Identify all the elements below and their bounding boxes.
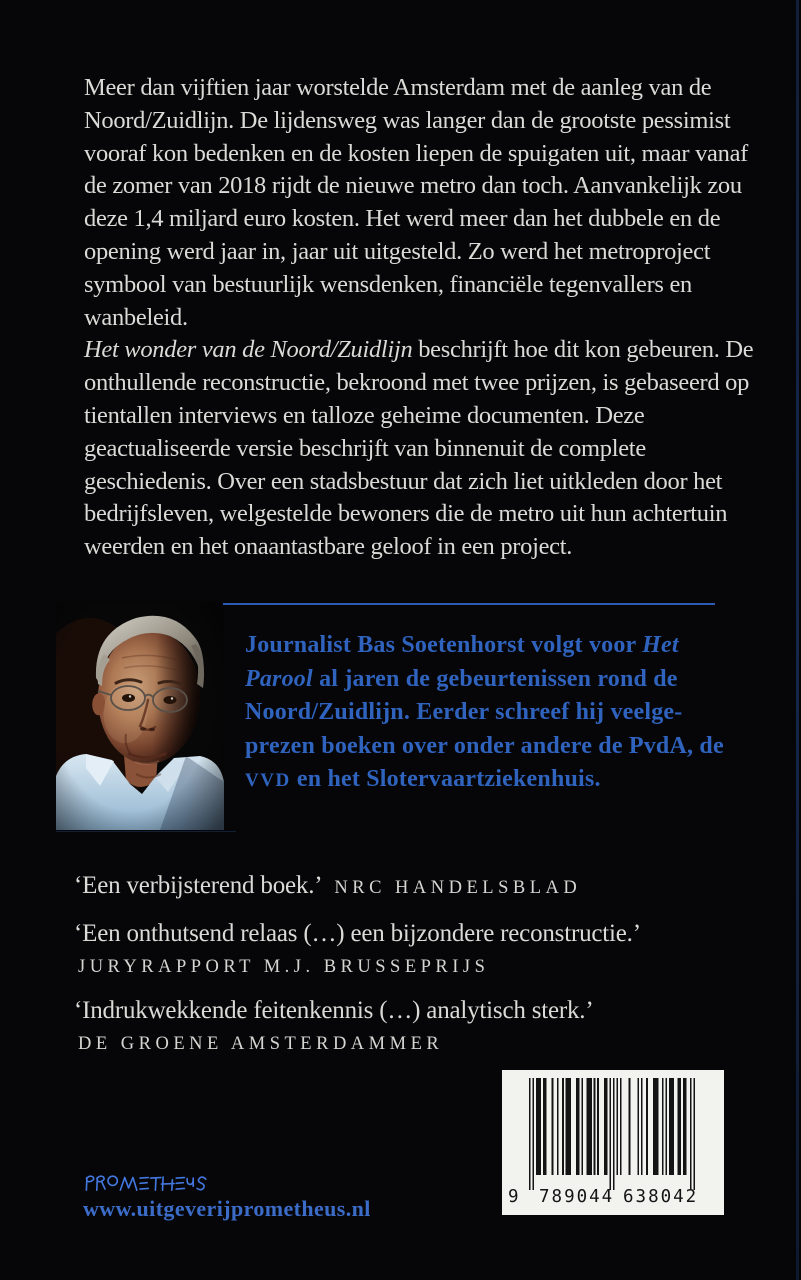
- author-bio: [245, 629, 729, 798]
- synopsis-part1: Meer dan vijftien jaar worstelde Amsterdam met de aanleg van de Noord/Zuidlijn. De lijdensweg was langer dan de grootste pessimist vooraf kon bedenken en de kosten liepen de spuigaten uit, maar vanaf de zomer van 2018 rijdt de nieuwe metro dan toch. Aanvankelijk zou deze 1,4 miljard euro kosten. Het werd meer dan het dubbele en de opening werd jaar in, jaar uit uitgesteld. Zo werd het metroproject symbool van bestuurlijk wensdenken, financiële tegenvallers en wanbeleid.: [84, 74, 748, 331]
- barcode-bars: [528, 1078, 696, 1191]
- prometheus-logo-glyphs: [82, 1169, 208, 1197]
- isbn-digit-group-3: 638042: [623, 1187, 699, 1207]
- isbn-digit-group-2: 789044: [539, 1187, 615, 1207]
- isbn-digit-group-1: 9: [508, 1187, 521, 1207]
- bio-part1: Journalist Bas Soetenhorst volgt voor: [245, 632, 643, 658]
- quote-3-source: DE GROENE AMSTERDAMMER: [78, 1034, 444, 1054]
- quote-2-text: ‘Een onthutsend relaas (…) een bijzondere reconstructie.’: [74, 920, 641, 947]
- prometheus-logo: [82, 1169, 208, 1197]
- newspaper-title: Het Parool: [245, 632, 679, 692]
- quote-1-text: ‘Een verbijsterend boek.’: [74, 872, 323, 899]
- quote-1-source: NRC HANDELSBLAD: [334, 878, 582, 898]
- publisher-website-link[interactable]: www.uitgeverijprometheus.nl: [83, 1196, 371, 1221]
- synopsis-text: [84, 72, 756, 564]
- party-abbreviation: VVD: [245, 770, 291, 791]
- bio-part2: al jaren de gebeurtenissen rond de Noord/Zuidlijn. Eerder schreef hij veelgeprezen boeken over onder andere de PvdA, de: [245, 665, 724, 759]
- author-photo: [56, 602, 224, 830]
- quote-2-source: JURYRAPPORT M.J. BRUSSEPRIJS: [78, 957, 490, 977]
- book-title: Het wonder van de Noord/Zuidlijn: [84, 336, 413, 364]
- scan-edge-artifact: [796, 0, 799, 1280]
- divider-line: [223, 603, 715, 605]
- quote-3-text: ‘Indrukwekkende feitenkennis (…) analytisch sterk.’: [74, 997, 594, 1024]
- press-quote-1: [74, 869, 581, 905]
- bio-part3: en het Slotervaartziekenhuis.: [290, 766, 601, 792]
- photo-edge-artifact: [56, 831, 236, 832]
- synopsis-part2: beschrijft hoe dit kon gebeuren. De onthullende reconstructie, bekroond met twee prijzen, is gebaseerd op tientallen interviews en talloze geheime documenten. Deze geactualiseerde versie beschrijft van binnenuit de complete geschiedenis. Over een stadsbestuur dat zich liet uitkleden door het bedrijfsleven, welgestelde bewoners die de metro uit hun achtertuin weerden en het onaantastbare geloof in een project.: [84, 336, 754, 561]
- barcode: [502, 1070, 724, 1215]
- press-quote-2: [74, 917, 641, 978]
- press-quote-3: [74, 994, 593, 1055]
- author-portrait-image: [56, 602, 224, 830]
